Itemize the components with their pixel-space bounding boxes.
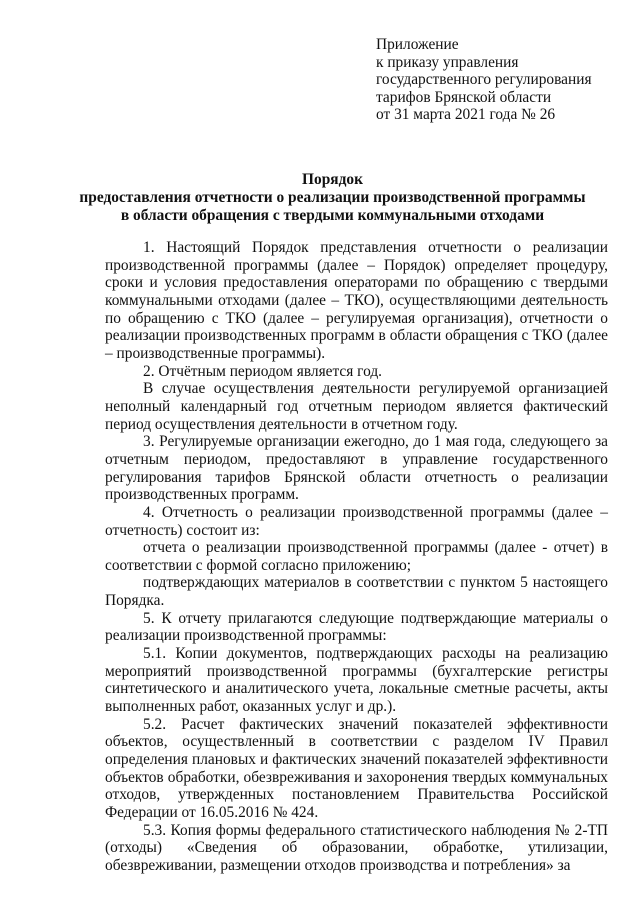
paragraph-4: 4. Отчетность о реализации производственной программы (далее – отчетность) состоит из: <box>105 503 608 539</box>
appendix-line: государственного регулирования <box>376 71 592 89</box>
title-line: предоставления отчетности о реализации производственной программы <box>79 189 586 206</box>
paragraph-4-item-2: подтверждающих материалов в соответствии с пунктом 5 настоящего Порядка. <box>105 574 608 610</box>
title-line: Порядок <box>302 171 363 188</box>
paragraph-5-2: 5.2. Расчет фактических значений показателей эффективности объектов, осуществленный в соответствии с разделом IV Правил определения плановых и фактических значений показателей эффективности объектов обработки, обезвреживания и захоронения твердых коммунальных отходов, утвержденных постановлением Правительства Российской Федерации от 16.05.2016 № 424. <box>105 715 608 821</box>
paragraph-4-item-1: отчета о реализации производственной программы (далее - отчет) в соответствии с формой согласно приложению; <box>105 539 608 574</box>
appendix-block <box>376 36 626 124</box>
paragraph-3: 3. Регулируемые организации ежегодно, до 1 мая года, следующего за отчетным периодом, предоставляют в управление государственного регулирования тарифов Брянской области отчетность о реализации производственных программ. <box>105 433 608 504</box>
paragraph-5-3: 5.3. Копия формы федерального статистического наблюдения № 2-ТП (отходы) «Сведения об образовании, обработке, утилизации, обезвреживании, размещении отходов производства и потребления» за <box>105 821 608 874</box>
document-body <box>105 239 608 875</box>
paragraph-5: 5. К отчету прилагаются следующие подтверждающие материалы о реализации производственной программы: <box>105 609 608 645</box>
appendix-line: к приказу управления <box>376 53 519 71</box>
paragraph-5-1: 5.1. Копии документов, подтверждающих расходы на реализацию мероприятий производственной программы (бухгалтерские регистры синтетического и аналитического учета, локальные сметные расчеты, акты выполненных работ, оказанных услуг и др.). <box>105 645 608 716</box>
title-line: в области обращения с твердыми коммунальными отходами <box>120 207 545 224</box>
paragraph-1: 1. Настоящий Порядок представления отчетности о реализации производственной программы (далее – Порядок) определяет процедуру, сроки и условия предоставления операторами по обращению с твердыми коммунальными отходами (далее – ТКО), осуществляющими деятельность по обращению с ТКО (далее – регулируемая организация), отчетности о реализации производственных программ в области обращения с ТКО (далее – производственные программы). <box>105 239 608 362</box>
appendix-line: от 31 марта 2021 года № 26 <box>376 106 556 124</box>
paragraph-2-note: В случае осуществления деятельности регулируемой организацией неполный календарный год отчетным периодом является фактический период осуществления деятельности в отчетном году. <box>105 380 608 433</box>
document-title <box>60 171 605 225</box>
appendix-line: тарифов Брянской области <box>376 88 552 106</box>
appendix-line: Приложение <box>376 36 459 53</box>
paragraph-2: 2. Отчётным периодом является год. <box>143 362 383 380</box>
